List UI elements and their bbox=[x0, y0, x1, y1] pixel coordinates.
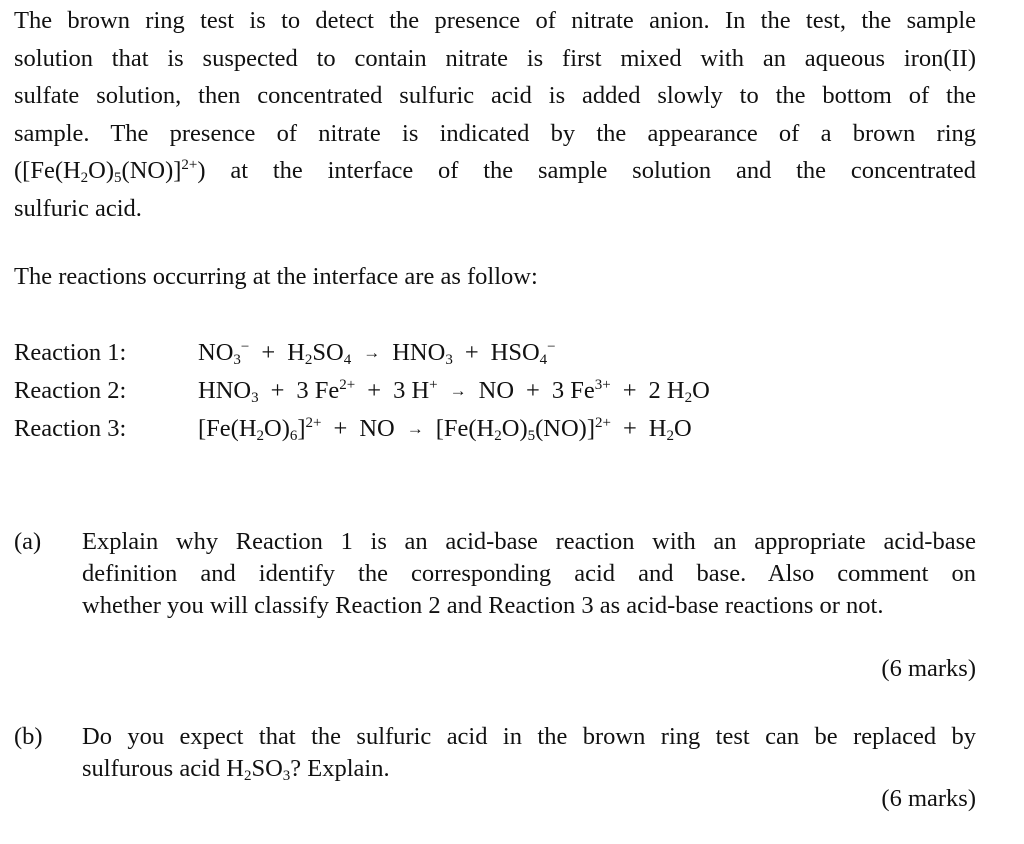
intro-line-4: sample. The presence of nitrate is indicated by the appearance of a brown ring bbox=[14, 119, 976, 147]
question-b-line-2-start: sulfurous acid H bbox=[82, 755, 244, 782]
reaction-label-3: Reaction 3: bbox=[14, 415, 127, 442]
question-a-text bbox=[82, 526, 976, 622]
intro-paragraph bbox=[14, 2, 976, 227]
question-b bbox=[14, 721, 976, 791]
question-a-line-3: whether you will classify Reaction 2 and Reaction 3 as acid-base reactions or not. bbox=[82, 592, 884, 619]
reaction-label-2: Reaction 2: bbox=[14, 377, 127, 404]
question-b-text bbox=[82, 721, 976, 785]
question-a-letter: (a) bbox=[14, 528, 42, 555]
question-b-line-2: sulfurous acid $H_2SO_3$? Explain. bbox=[82, 755, 390, 784]
question-b-marks: (6 marks) bbox=[881, 785, 976, 812]
reaction-arrow-icon: → bbox=[363, 343, 381, 362]
reaction-equation-1: $NO_3^- + H_2SO_4 \to HNO_3 + HSO_4^-$ bbox=[198, 334, 556, 372]
reactions-intro: The reactions occurring at the interface are as follow: bbox=[14, 263, 538, 290]
question-a bbox=[14, 526, 976, 626]
reaction-arrow-icon: → bbox=[449, 381, 467, 400]
reaction-label-1: Reaction 1: bbox=[14, 339, 127, 366]
brown-ring-formula: $([Fe(H_2O)_5(NO)]^{2+})$ bbox=[14, 157, 206, 186]
intro-line-6: sulfuric acid. bbox=[14, 194, 142, 222]
reaction-arrow-icon: → bbox=[406, 419, 424, 438]
reaction-equation-2: $HNO_3 + 3$ $Fe^{2+} + 3$ H+ → NO + 3 $Fe^{3+} + 2$ $H_2O$ bbox=[198, 372, 710, 410]
intro-line-5-text: at the interface of the sample solution and the concentrated bbox=[205, 157, 976, 184]
question-a-line-2: definition and identify the corresponding acid and base. Also comment on bbox=[82, 560, 976, 587]
question-a-line-1: Explain why Reaction 1 is an acid-base reaction with an appropriate acid-base bbox=[82, 528, 976, 555]
question-a-marks: (6 marks) bbox=[881, 655, 976, 682]
intro-line-2: solution that is suspected to contain nitrate is first mixed with an aqueous iron(II) bbox=[14, 44, 976, 72]
intro-line-1: The brown ring test is to detect the presence of nitrate anion. In the test, the sample bbox=[14, 7, 976, 34]
intro-line-5 bbox=[14, 152, 976, 190]
reaction-equation-3: $[Fe(H_2O)_6]^{2+}$ + NO → $[Fe(H_2O)_5(NO)]^{2+} + H_2O$ bbox=[198, 410, 692, 448]
question-b-line-2-end: ? Explain. bbox=[290, 755, 390, 782]
question-b-line-1: Do you expect that the sulfuric acid in the brown ring test can be replaced by bbox=[82, 723, 976, 750]
question-b-letter: (b) bbox=[14, 723, 43, 750]
intro-line-3: sulfate solution, then concentrated sulfuric acid is added slowly to the bottom of the bbox=[14, 82, 976, 109]
